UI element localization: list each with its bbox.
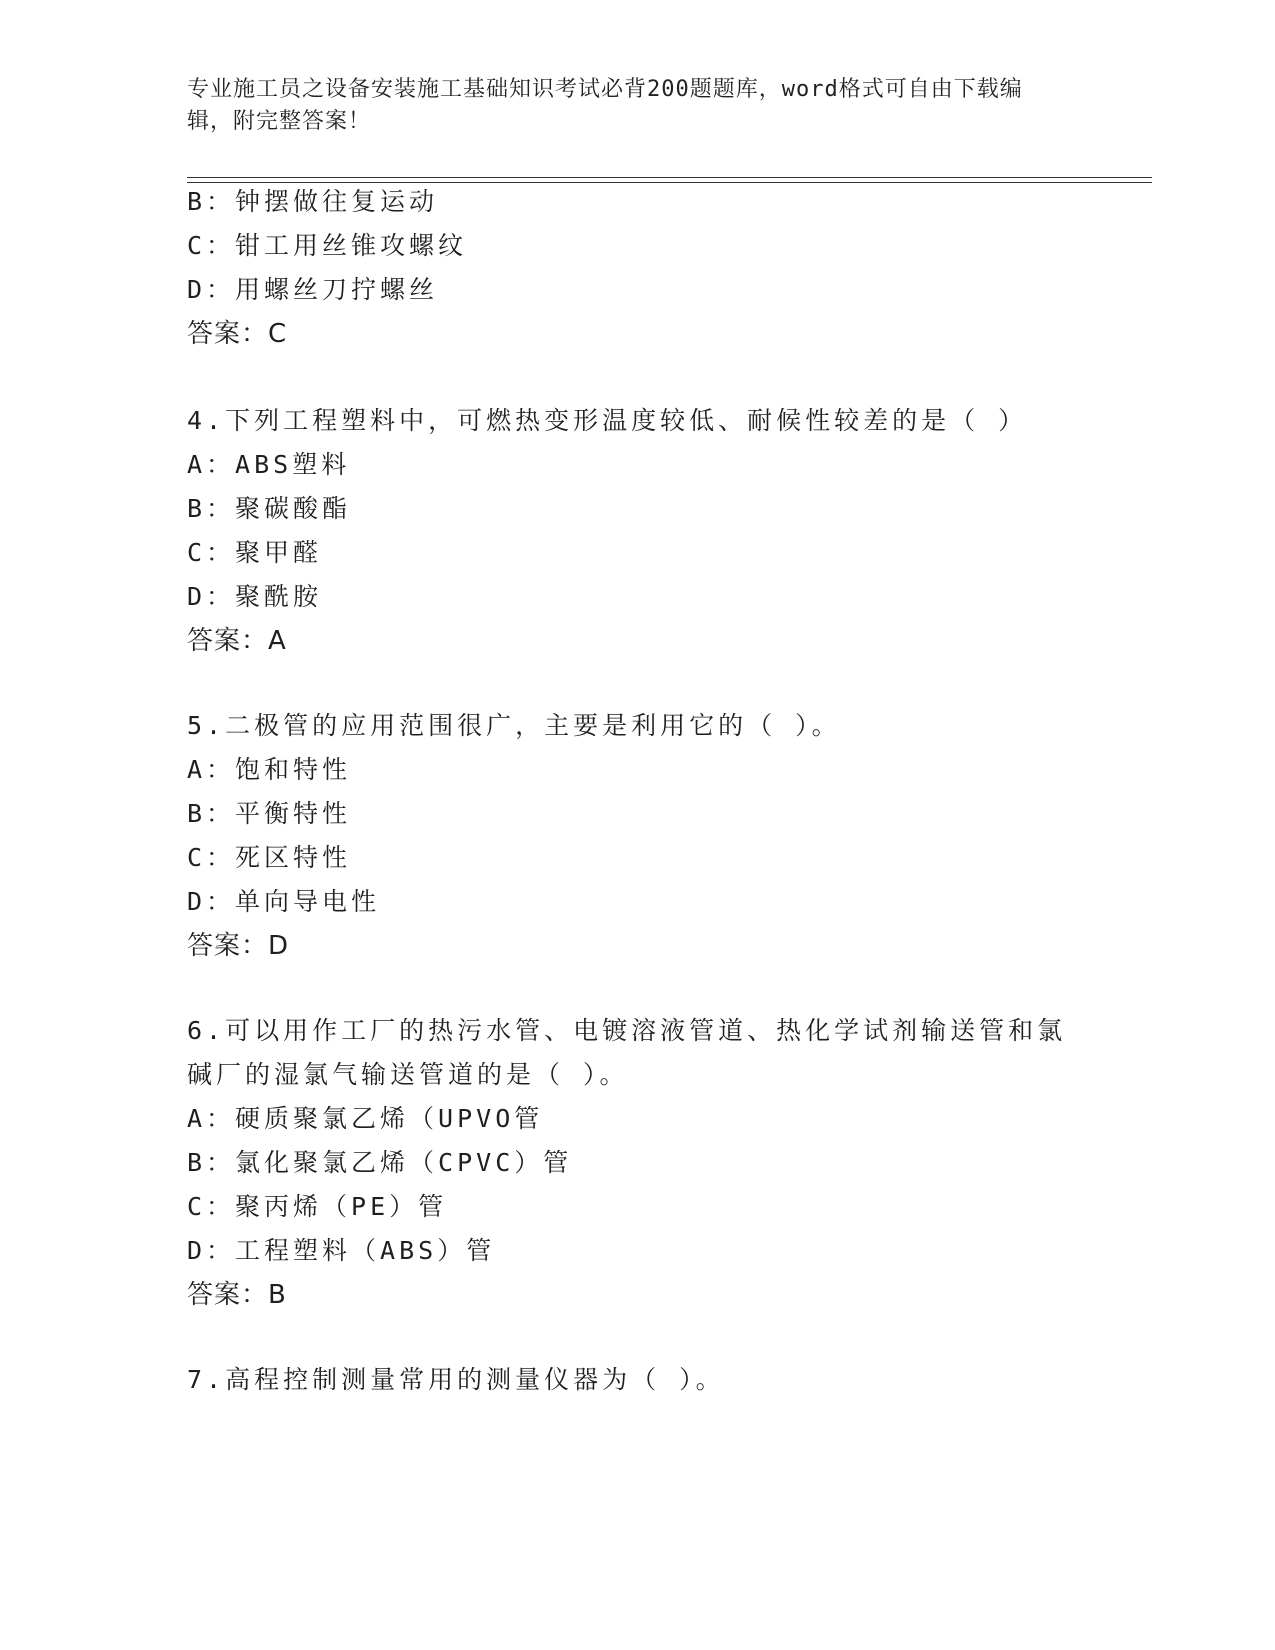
q6-option-d: D：工程塑料（ABS）管: [187, 1236, 496, 1265]
q4-stem: 4.下列工程塑料中，可燃热变形温度较低、耐候性较差的是（ ）: [187, 406, 1028, 435]
q4-option-d: D：聚酰胺: [187, 582, 323, 611]
q6-option-c: C：聚丙烯（PE）管: [187, 1192, 448, 1221]
q5-stem: 5.二极管的应用范围很广，主要是利用它的（ ）。: [187, 711, 841, 740]
q6-option-a: A：硬质聚氯乙烯（UPVO管: [187, 1104, 544, 1133]
q3-option-d: D：用螺丝刀拧螺丝: [187, 275, 439, 304]
document-header: 专业施工员之设备安装施工基础知识考试必背200题题库，word格式可自由下载编辑，附完整答案！: [187, 77, 1023, 134]
q4-option-a: A：ABS塑料: [187, 450, 351, 479]
q3-option-b: B：钟摆做往复运动: [187, 187, 439, 216]
header-divider-top: [187, 177, 1152, 178]
q6-stem-line1: 6.可以用作工厂的热污水管、电镀溶液管道、热化学试剂输送管和氯: [187, 1016, 1067, 1045]
q4-option-b: B：聚碳酸酯: [187, 494, 352, 523]
q5-option-b: B：平衡特性: [187, 799, 352, 828]
header-divider-bottom: [187, 182, 1152, 183]
q6-answer: 答案：B: [187, 1280, 287, 1310]
q6-stem-line2: 碱厂的湿氯气输送管道的是（ ）。: [187, 1060, 629, 1089]
q4-answer: 答案：A: [187, 626, 287, 656]
q3-answer: 答案：C: [187, 319, 288, 349]
q5-option-a: A：饱和特性: [187, 755, 352, 784]
q7-stem: 7.高程控制测量常用的测量仪器为（ ）。: [187, 1365, 725, 1394]
q5-answer: 答案：D: [187, 931, 290, 961]
q6-option-b: B：氯化聚氯乙烯（CPVC）管: [187, 1148, 573, 1177]
q3-option-c: C：钳工用丝锥攻螺纹: [187, 231, 468, 260]
q5-option-d: D：单向导电性: [187, 887, 381, 916]
q4-option-c: C：聚甲醛: [187, 538, 323, 567]
q5-option-c: C：死区特性: [187, 843, 352, 872]
